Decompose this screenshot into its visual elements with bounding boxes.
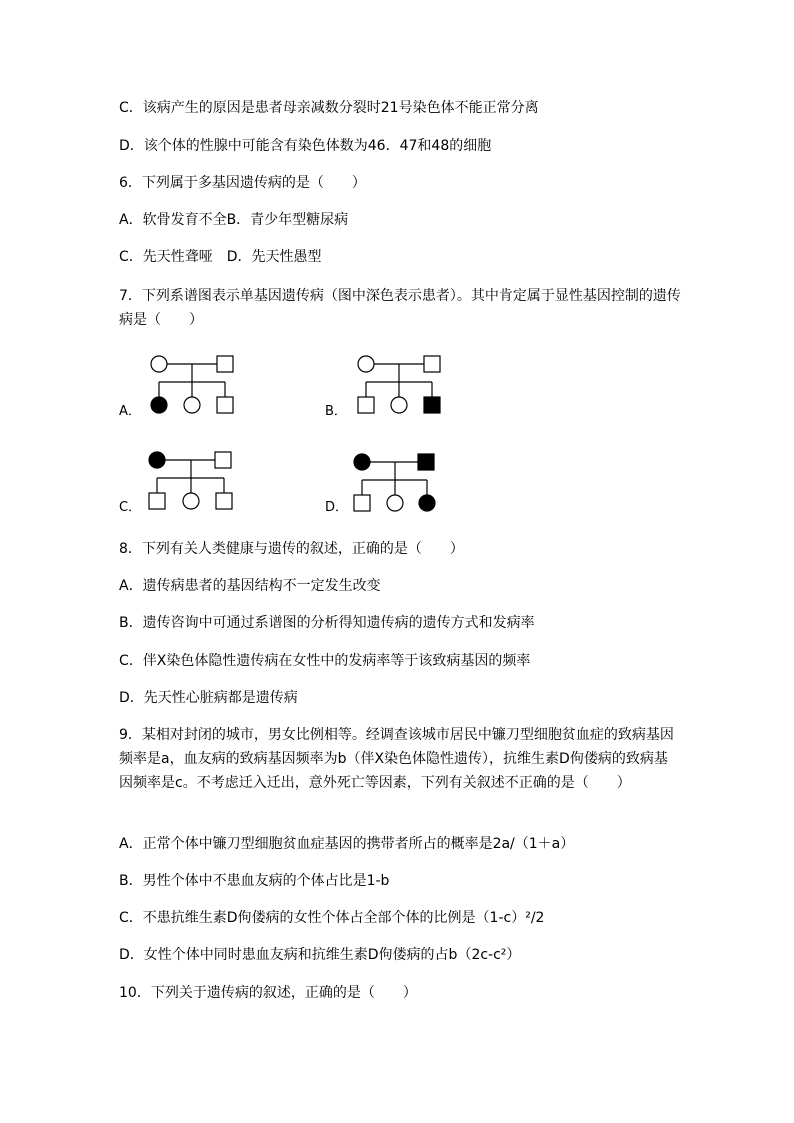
pedigree-a — [140, 350, 250, 420]
option-d-q9: D．女性个体中同时患血友病和抗维生素D佝偻病的占b（2c-c²） — [119, 947, 521, 963]
question-10: 10．下列关于遗传病的叙述，正确的是（ ） — [119, 985, 417, 1001]
option-d-q8: D．先天性心脏病都是遗传病 — [119, 690, 298, 706]
option-b-q9: B．男性个体中不患血友病的个体占比是1-b — [119, 873, 390, 889]
option-cd-q6: C．先天性聋哑 D．先天性愚型 — [119, 249, 322, 265]
option-b-q8: B．遗传咨询中可通过系谱图的分析得知遗传病的遗传方式和发病率 — [119, 615, 535, 631]
option-c-q9: C．不患抗维生素D佝偻病的女性个体占全部个体的比例是（1-c）²/2 — [119, 910, 545, 926]
question-6: 6．下列属于多基因遗传病的是（ ） — [119, 175, 366, 191]
pedigree-c — [140, 446, 250, 516]
pedigree-d — [345, 446, 455, 516]
pedigree-b — [347, 350, 457, 420]
option-a-q9: A．正常个体中镰刀型细胞贫血症基因的携带者所占的概率是2a/（1＋a） — [119, 836, 575, 852]
question-9-stem: 9．某相对封闭的城市，男女比例相等。经调查该城市居民中镰刀型细胞贫血症的致病基因频率是a，血友病的致病基因频率为b（伴X染色体隐性遗传），抗维生素D佝偻病的致病基因频率是c。不考虑迁入迁出，意外死亡等因素，下列有关叙述不正确的是（ ） — [119, 727, 674, 791]
pedigree-a-label: A． — [119, 404, 141, 419]
pedigree-b-label: B． — [325, 404, 347, 419]
question-7-stem: 7．下列系谱图表示单基因遗传病（图中深色表示患者）。其中肯定属于显性基因控制的遗传病是（ ） — [119, 288, 681, 328]
pedigree-d-label: D． — [325, 500, 349, 515]
option-c-q5: C．该病产生的原因是患者母亲减数分裂时21号染色体不能正常分离 — [119, 100, 539, 116]
option-c-q8: C．伴X染色体隐性遗传病在女性中的发病率等于该致病基因的频率 — [119, 653, 531, 669]
question-8: 8．下列有关人类健康与遗传的叙述，正确的是（ ） — [119, 541, 464, 557]
option-d-q5: D．该个体的性腺中可能含有染色体数为46．47和48的细胞 — [119, 138, 492, 154]
option-ab-q6: A．软骨发育不全B．青少年型糖尿病 — [119, 212, 349, 228]
option-a-q8: A．遗传病患者的基因结构不一定发生改变 — [119, 578, 381, 594]
pedigree-c-label: C． — [119, 500, 142, 515]
